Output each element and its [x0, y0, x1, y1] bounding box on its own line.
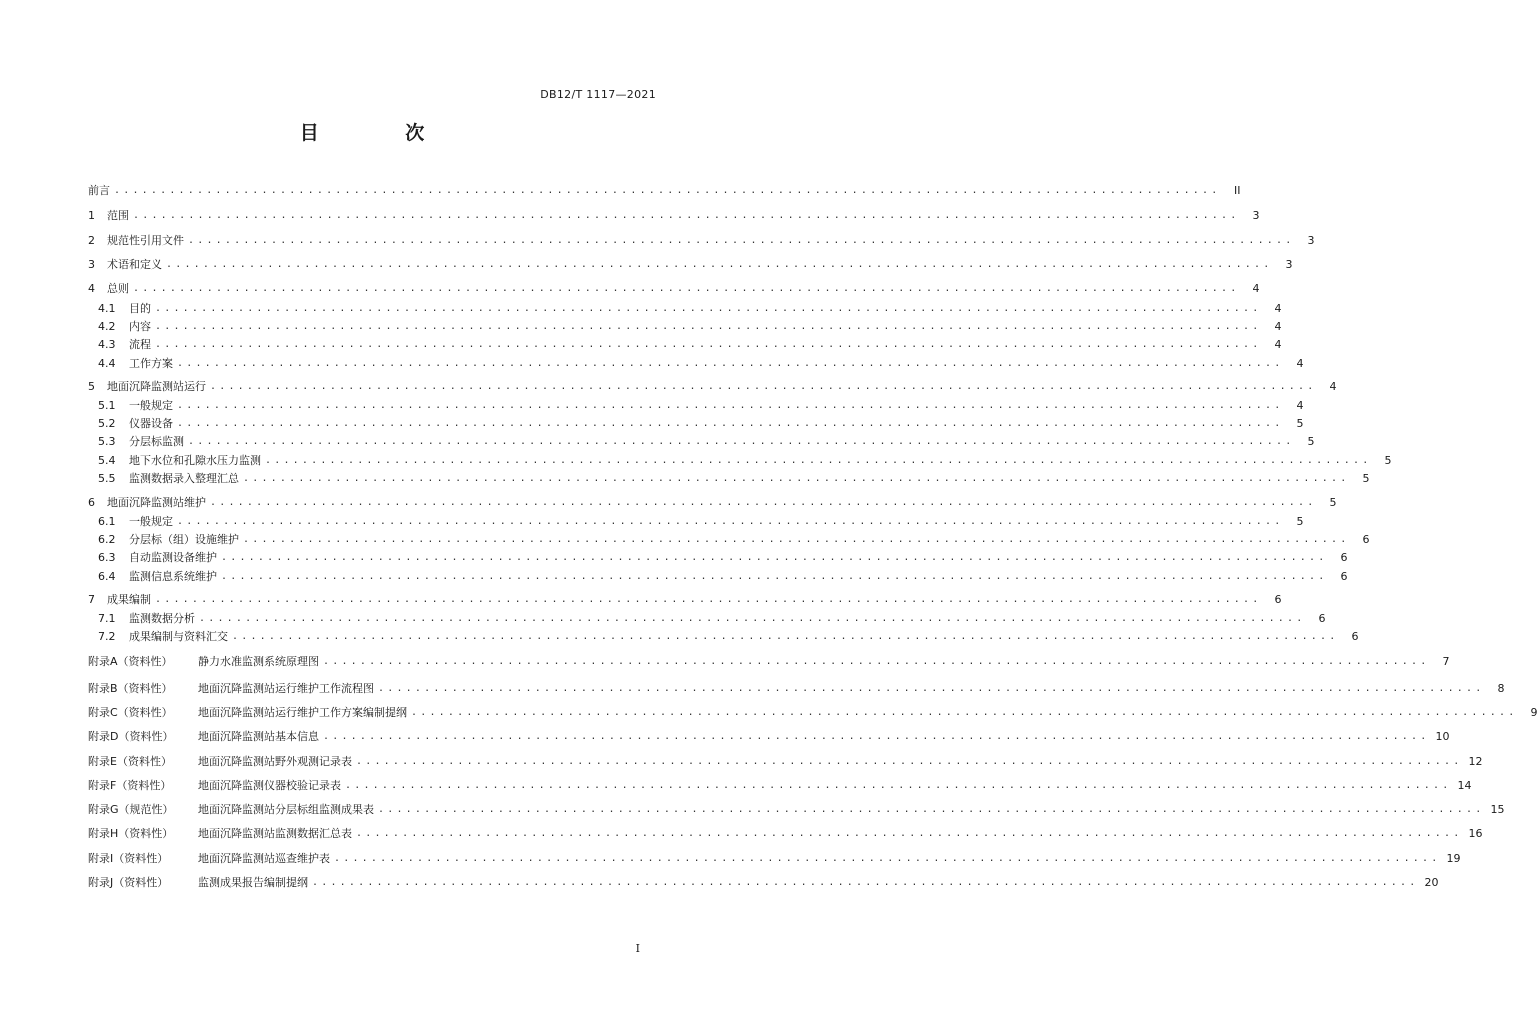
toc-entry-page: 5	[1296, 416, 1304, 430]
toc-entry[interactable]	[88, 205, 1260, 225]
appendix-entry[interactable]	[88, 751, 1483, 771]
toc-entry-label: 自动监测设备维护	[129, 551, 217, 564]
dot-leader: ........................................................................................................................	[133, 209, 1240, 221]
toc-entry[interactable]	[98, 468, 1370, 488]
dot-leader: ........................................................................................................................	[378, 803, 1485, 815]
dot-leader: ........................................................................................................................	[356, 755, 1463, 767]
appendix-page: 8	[1497, 681, 1505, 695]
appendix-page: 15	[1490, 802, 1505, 816]
toc-entry[interactable]	[98, 529, 1370, 549]
toc-entry-page: 4	[1252, 281, 1260, 295]
dot-leader: ........................................................................................................................	[210, 380, 1317, 392]
toc-entry-label: 总则	[107, 282, 129, 295]
toc-entry-number: 5.1	[98, 398, 116, 412]
toc-entry-page: 6	[1340, 569, 1348, 583]
dot-leader: ........................................................................................................................	[155, 593, 1262, 605]
toc-entry-page: 5	[1329, 495, 1337, 509]
toc-entry-number: 5	[88, 379, 95, 393]
toc-entry-number: 7.2	[98, 629, 116, 643]
dot-leader: ........................................................................................................................	[114, 184, 1221, 196]
appendix-label: 地面沉降监测站基本信息	[198, 730, 319, 743]
appendix-entry[interactable]	[88, 678, 1505, 698]
dot-leader: ........................................................................................................................	[345, 779, 1452, 791]
dot-leader: ........................................................................................................................	[166, 258, 1273, 270]
toc-entry-number: 6.3	[98, 550, 116, 564]
appendix-label: 监测成果报告编制提纲	[198, 876, 308, 889]
toc-entry-label: 目的	[129, 302, 151, 315]
toc-entry[interactable]	[98, 608, 1326, 628]
dot-leader: ........................................................................................................................	[188, 234, 1295, 246]
dot-leader: ........................................................................................................................	[356, 827, 1463, 839]
toc-entry-page: 3	[1252, 208, 1260, 222]
toc-entry-number: 4	[88, 281, 95, 295]
toc-entry[interactable]	[98, 626, 1359, 646]
toc-entry-page: 5	[1362, 471, 1370, 485]
appendix-id: 附录D（资料性）	[88, 730, 174, 743]
document-code: DB12/T 1117—2021	[540, 88, 656, 101]
toc-entry[interactable]	[98, 450, 1392, 470]
dot-leader: ........................................................................................................................	[177, 399, 1284, 411]
toc-entry-number: 5.2	[98, 416, 116, 430]
appendix-page: 10	[1435, 729, 1450, 743]
dot-leader: ........................................................................................................................	[232, 630, 1339, 642]
toc-entry-number: 6.4	[98, 569, 116, 583]
dot-leader: ........................................................................................................................	[221, 570, 1328, 582]
appendix-label: 地面沉降监测仪器校验记录表	[198, 779, 341, 792]
page-number: I	[635, 942, 640, 955]
appendix-page: 16	[1468, 826, 1483, 840]
dot-leader: ........................................................................................................................	[221, 551, 1328, 563]
toc-entry-number: 6.1	[98, 514, 116, 528]
toc-entry-label: 规范性引用文件	[107, 234, 184, 247]
appendix-entry[interactable]	[88, 799, 1505, 819]
toc-entry-page: 6	[1351, 629, 1359, 643]
dot-leader: ........................................................................................................................	[210, 496, 1317, 508]
toc-entry[interactable]	[98, 334, 1282, 354]
toc-entry-page: 4	[1274, 301, 1282, 315]
toc-entry[interactable]	[88, 254, 1293, 274]
dot-leader: ........................................................................................................................	[411, 706, 1518, 718]
toc-entry[interactable]	[88, 589, 1282, 609]
toc-entry-page: 5	[1307, 434, 1315, 448]
toc-entry-number: 4.3	[98, 337, 116, 351]
toc-entry-page: 4	[1296, 398, 1304, 412]
dot-leader: ........................................................................................................................	[243, 472, 1350, 484]
toc-entry-page: 6	[1274, 592, 1282, 606]
toc-entry-number: 4.1	[98, 301, 116, 315]
dot-leader: ........................................................................................................................	[155, 302, 1262, 314]
toc-entry[interactable]	[88, 278, 1260, 298]
toc-entry-label: 分层标（组）设施维护	[129, 533, 239, 546]
appendix-label: 地面沉降监测站野外观测记录表	[198, 755, 352, 768]
toc-entry-number: 3	[88, 257, 95, 271]
toc-entry[interactable]	[98, 566, 1348, 586]
toc-entry-page: 5	[1384, 453, 1392, 467]
toc-entry-number: 4.2	[98, 319, 116, 333]
toc-entry[interactable]	[98, 511, 1304, 531]
toc-entry-label: 成果编制	[107, 593, 151, 606]
toc-entry[interactable]	[88, 492, 1337, 512]
appendix-entry[interactable]	[88, 775, 1472, 795]
toc-entry-label: 监测信息系统维护	[129, 570, 217, 583]
toc-entry-page: 4	[1329, 379, 1337, 393]
appendix-id: 附录H（资料性）	[88, 827, 174, 840]
toc-entry-page: 6	[1340, 550, 1348, 564]
appendix-entry[interactable]	[88, 872, 1439, 892]
dot-leader: ........................................................................................................................	[133, 282, 1240, 294]
toc-entry-page: 5	[1296, 514, 1304, 528]
dot-leader: ........................................................................................................................	[155, 320, 1262, 332]
toc-entry-page: 6	[1318, 611, 1326, 625]
toc-entry-number: 4.4	[98, 356, 116, 370]
dot-leader: ........................................................................................................................	[177, 417, 1284, 429]
toc-entry-label: 监测数据分析	[129, 612, 195, 625]
toc-entry-number: 1	[88, 208, 95, 222]
appendix-entry[interactable]	[88, 651, 1450, 671]
toc-entry-number: 7	[88, 592, 95, 606]
appendix-label: 地面沉降监测站运行维护工作流程图	[198, 682, 374, 695]
dot-leader: ........................................................................................................................	[155, 338, 1262, 350]
toc-entry-number: 2	[88, 233, 95, 247]
toc-entry-label: 监测数据录入整理汇总	[129, 472, 239, 485]
appendix-label: 地面沉降监测站运行维护工作方案编制提纲	[198, 706, 407, 719]
appendix-page: 12	[1468, 754, 1483, 768]
toc-entry-number: 5.5	[98, 471, 116, 485]
toc-entry[interactable]	[88, 230, 1315, 250]
toc-entry-page: 3	[1307, 233, 1315, 247]
toc-entry[interactable]	[98, 413, 1304, 433]
toc-entry-page: 4	[1274, 337, 1282, 351]
page-title: 目 次	[299, 122, 465, 144]
toc-entry[interactable]	[98, 431, 1315, 451]
toc-entry[interactable]	[98, 547, 1348, 567]
appendix-id: 附录C（资料性）	[88, 706, 173, 719]
toc-entry[interactable]	[98, 353, 1304, 373]
toc-entry-page: 3	[1285, 257, 1293, 271]
appendix-page: 14	[1457, 778, 1472, 792]
toc-entry-page: 4	[1274, 319, 1282, 333]
appendix-id: 附录J（资料性）	[88, 876, 169, 889]
toc-entry-page: 6	[1362, 532, 1370, 546]
appendix-entry[interactable]	[88, 726, 1450, 746]
appendix-entry[interactable]	[88, 823, 1483, 843]
dot-leader: ........................................................................................................................	[177, 515, 1284, 527]
dot-leader: ........................................................................................................................	[199, 612, 1306, 624]
toc-entry[interactable]	[88, 180, 1241, 200]
toc-entry[interactable]	[88, 376, 1337, 396]
toc-entry-label: 仪器设备	[129, 417, 173, 430]
toc-entry-label: 一般规定	[129, 515, 173, 528]
toc-entry-label: 工作方案	[129, 357, 173, 370]
toc-entry-page: 4	[1296, 356, 1304, 370]
toc-entry-label: 分层标监测	[129, 435, 184, 448]
appendix-label: 地面沉降监测站监测数据汇总表	[198, 827, 352, 840]
toc-entry-number: 6.2	[98, 532, 116, 546]
toc-entry-number: 5.4	[98, 453, 116, 467]
toc-entry[interactable]	[98, 298, 1282, 318]
toc-entry[interactable]	[98, 316, 1282, 336]
dot-leader: ........................................................................................................................	[312, 876, 1419, 888]
appendix-page: 19	[1446, 851, 1461, 865]
toc-entry-number: 7.1	[98, 611, 116, 625]
toc-entry[interactable]	[98, 395, 1304, 415]
appendix-page: 9	[1530, 705, 1537, 719]
toc-entry-number: 5.3	[98, 434, 116, 448]
toc-entry-label: 范围	[107, 209, 129, 222]
appendix-label: 地面沉降监测站分层标组监测成果表	[198, 803, 374, 816]
dot-leader: ........................................................................................................................	[265, 454, 1372, 466]
toc-entry-label: 成果编制与资料汇交	[129, 630, 228, 643]
appendix-id: 附录F（资料性）	[88, 779, 172, 792]
dot-leader: ........................................................................................................................	[334, 852, 1441, 864]
appendix-id: 附录B（资料性）	[88, 682, 173, 695]
dot-leader: ........................................................................................................................	[323, 655, 1430, 667]
toc-entry-label: 前言	[88, 184, 110, 197]
appendix-entry[interactable]	[88, 848, 1461, 868]
toc-entry-label: 术语和定义	[107, 258, 162, 271]
appendix-label: 静力水准监测系统原理图	[198, 655, 319, 668]
appendix-id: 附录I（资料性）	[88, 852, 169, 865]
appendix-page: 20	[1424, 875, 1439, 889]
dot-leader: ........................................................................................................................	[378, 682, 1485, 694]
appendix-page: 7	[1442, 654, 1450, 668]
toc-entry-label: 一般规定	[129, 399, 173, 412]
dot-leader: ........................................................................................................................	[188, 435, 1295, 447]
toc-entry-page: II	[1233, 183, 1241, 197]
toc-entry-label: 内容	[129, 320, 151, 333]
toc-entry-label: 地面沉降监测站运行	[107, 380, 206, 393]
dot-leader: ........................................................................................................................	[323, 730, 1430, 742]
toc-entry-number: 6	[88, 495, 95, 509]
appendix-id: 附录E（资料性）	[88, 755, 172, 768]
toc-entry-label: 地面沉降监测站维护	[107, 496, 206, 509]
toc-entry-label: 流程	[129, 338, 151, 351]
toc-entry-label: 地下水位和孔隙水压力监测	[129, 454, 261, 467]
appendix-id: 附录A（资料性）	[88, 655, 173, 668]
dot-leader: ........................................................................................................................	[177, 357, 1284, 369]
appendix-label: 地面沉降监测站巡查维护表	[198, 852, 330, 865]
appendix-entry[interactable]	[88, 702, 1537, 722]
dot-leader: ........................................................................................................................	[243, 533, 1350, 545]
appendix-id: 附录G（规范性）	[88, 803, 174, 816]
